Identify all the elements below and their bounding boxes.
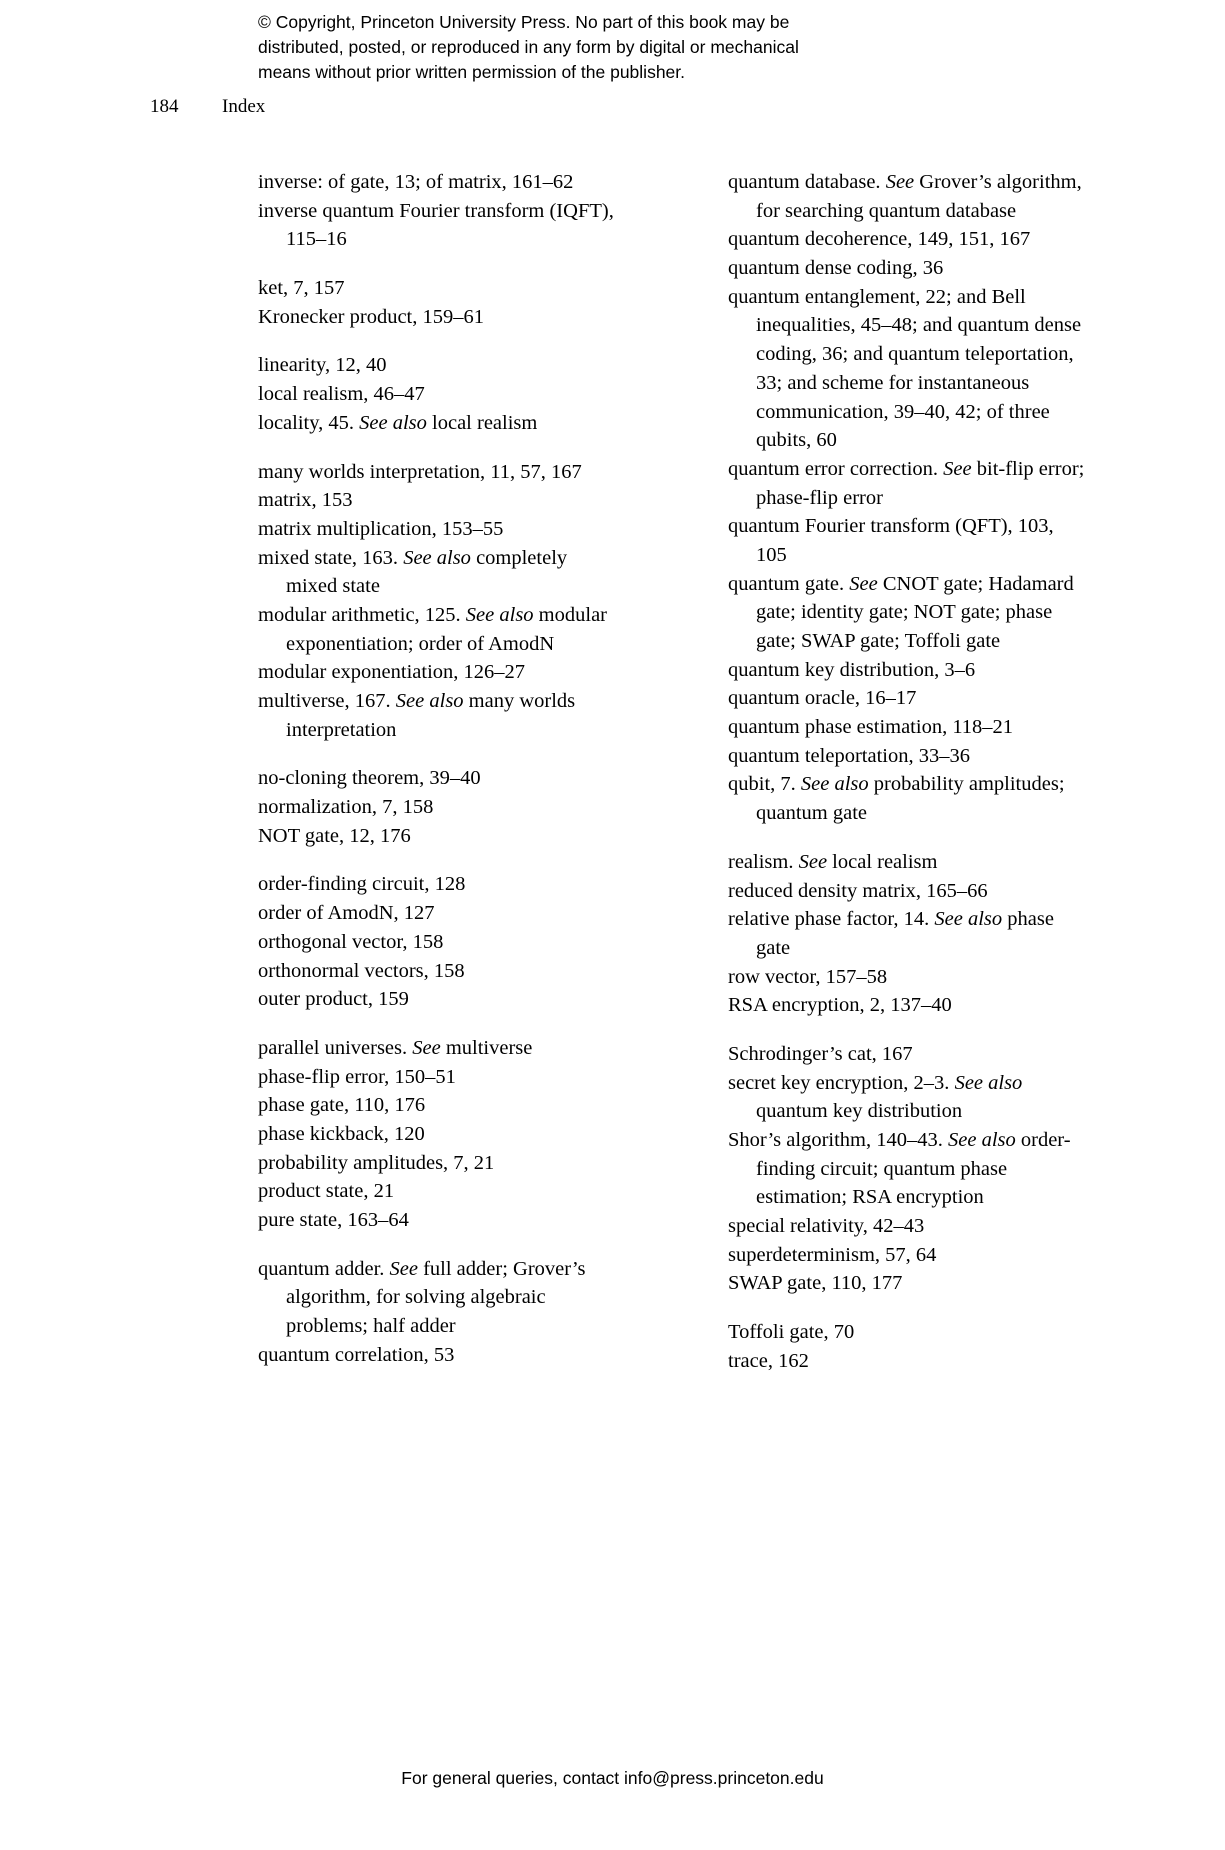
index-entry <box>258 822 618 851</box>
copyright-notice <box>258 10 958 85</box>
entry-text: row vector, 157–58 <box>728 965 888 988</box>
index-entry <box>728 512 1088 569</box>
entry-text: quantum key distribution <box>756 1100 963 1123</box>
entry-text: inverse quantum Fourier transform (IQFT), 115–16 <box>258 199 614 251</box>
index-entry <box>258 1206 618 1235</box>
entry-text: quantum key distribution, 3–6 <box>728 658 976 681</box>
entry-text: inverse: of gate, 13; of matrix, 161–62 <box>258 171 574 193</box>
entry-text: CNOT gate; Hadamard gate; identity gate; NOT gate; phase gate; SWAP gate; Toffoli gate <box>756 572 1074 652</box>
index-entry <box>258 985 618 1014</box>
entry-text: many worlds interpretation, 11, 57, 167 <box>258 460 582 483</box>
index-entry <box>258 458 618 487</box>
index-entry <box>728 770 1088 827</box>
entry-text: completely mixed state <box>286 546 568 598</box>
index-entry <box>728 1269 1088 1298</box>
index-entry <box>728 1318 1088 1347</box>
entry-text: modular exponentiation; order of AmodN <box>286 603 607 655</box>
index-entry <box>728 905 1088 962</box>
entry-text: Schrodinger’s cat, 167 <box>728 1042 913 1065</box>
entry-text: order-finding circuit; quantum phase estimation; RSA encryption <box>756 1129 1071 1209</box>
index-entry <box>258 380 618 409</box>
entry-text: relative phase factor, 14. <box>728 908 935 931</box>
entry-text: SWAP gate, 110, 177 <box>728 1272 903 1295</box>
entry-text: probability amplitudes; quantum gate <box>756 773 1065 825</box>
index-entry <box>728 1069 1088 1126</box>
index-entry <box>258 544 618 601</box>
index-entry <box>728 1347 1088 1376</box>
index-entry <box>258 1034 618 1063</box>
index-entry <box>728 1126 1088 1212</box>
entry-text: orthogonal vector, 158 <box>258 930 444 953</box>
entry-text: phase-flip error, 150–51 <box>258 1065 456 1088</box>
entry-text: quantum teleportation, 33–36 <box>728 744 970 767</box>
entry-text: mixed state, 163. <box>258 546 404 569</box>
cross-reference-label: See also <box>395 690 464 712</box>
entry-text: phase gate, 110, 176 <box>258 1094 426 1117</box>
index-entry <box>258 899 618 928</box>
cross-reference-label: See also <box>800 773 869 796</box>
entry-text: local realism <box>426 411 538 434</box>
cross-reference-label: See also <box>948 1129 1016 1151</box>
index-entry <box>728 742 1088 771</box>
entry-text: orthonormal vectors, 158 <box>258 959 465 982</box>
entry-text: many worlds interpretation <box>286 690 576 741</box>
entry-text: quantum Fourier transform (QFT), 103, 105 <box>728 515 1054 566</box>
entry-text: realism. <box>728 850 799 873</box>
entry-text: order of AmodN, 127 <box>258 902 435 925</box>
entry-text: Toffoli gate, 70 <box>728 1321 855 1344</box>
entry-text: quantum dense coding, 36 <box>728 257 944 280</box>
cross-reference-label: See <box>798 850 828 873</box>
entry-text: quantum oracle, 16–17 <box>728 687 917 710</box>
index-entry <box>258 1177 618 1206</box>
entry-text: quantum gate. <box>728 572 850 595</box>
index-entry <box>258 601 618 658</box>
entry-text: probability amplitudes, 7, 21 <box>258 1151 495 1174</box>
index-column-right <box>728 168 1088 1376</box>
entry-text: NOT gate, 12, 176 <box>258 824 411 847</box>
index-entry <box>728 168 1088 225</box>
index-entry <box>258 1255 618 1341</box>
entry-text: matrix, 153 <box>258 489 353 512</box>
index-entry <box>728 283 1088 455</box>
index-entry <box>258 658 618 687</box>
entry-text: bit-flip error; phase-flip error <box>756 457 1085 509</box>
cross-reference-label: See <box>943 457 972 480</box>
index-entry <box>728 570 1088 656</box>
index-entry <box>258 197 618 254</box>
entry-text: RSA encryption, 2, 137–40 <box>728 994 952 1017</box>
cross-reference-label: See <box>849 572 878 595</box>
index-entry <box>728 848 1088 877</box>
index-entry <box>258 515 618 544</box>
index-entry <box>728 713 1088 742</box>
entry-text: matrix multiplication, 153–55 <box>258 517 504 540</box>
index-entry <box>258 1120 618 1149</box>
index-entry <box>728 225 1088 254</box>
index-entry <box>258 957 618 986</box>
entry-text: modular arithmetic, 125. <box>258 603 466 626</box>
entry-text: product state, 21 <box>258 1180 395 1203</box>
entry-text: quantum adder. <box>258 1257 390 1280</box>
index-column-left <box>258 168 618 1376</box>
index-entry <box>728 1241 1088 1270</box>
entry-text: no-cloning theorem, 39–40 <box>258 767 481 790</box>
entry-text: outer product, 159 <box>258 988 409 1011</box>
cross-reference-label: See also <box>403 546 471 569</box>
entry-text: linearity, 12, 40 <box>258 354 387 377</box>
entry-text: quantum phase estimation, 118–21 <box>728 716 1014 739</box>
index-entry <box>258 274 618 303</box>
copyright-line-2: distributed, posted, or reproduced in any form by digital or mechanical <box>258 37 799 58</box>
entry-text: secret key encryption, 2–3. <box>728 1071 955 1094</box>
cross-reference-label: See <box>389 1257 418 1280</box>
page-number: 184 <box>150 96 179 117</box>
running-head-label: Index <box>222 96 266 117</box>
entry-text: local realism <box>827 850 938 873</box>
entry-text: quantum decoherence, 149, 151, 167 <box>728 228 1031 251</box>
index-entry <box>728 1212 1088 1241</box>
cross-reference-label: See also <box>465 603 534 626</box>
entry-text: quantum entanglement, 22; and Bell inequalities, 45–48; and quantum dense coding, 36; and quantum teleportation, 33; and scheme for instantaneous communication, 39–40, 42; of three qubits, 60 <box>728 285 1082 452</box>
index-entry <box>728 963 1088 992</box>
index-entry <box>258 351 618 380</box>
entry-text: quantum correlation, 53 <box>258 1343 455 1366</box>
index-entry <box>258 303 618 332</box>
entry-text: special relativity, 42–43 <box>728 1215 925 1238</box>
page-footer: For general queries, contact info@press.princeton.edu <box>401 1768 824 1788</box>
index-entry <box>258 1341 618 1370</box>
entry-text: normalization, 7, 158 <box>258 796 434 819</box>
index-entry <box>728 656 1088 685</box>
entry-text: Grover’s algorithm, for searching quantum database <box>756 171 1082 222</box>
entry-text: parallel universes. <box>258 1036 413 1059</box>
index-entry <box>258 687 618 744</box>
entry-text: modular exponentiation, 126–27 <box>258 661 526 684</box>
index-entry <box>258 1091 618 1120</box>
index-entry <box>728 991 1088 1020</box>
entry-text: ket, 7, 157 <box>258 277 345 300</box>
copyright-line-1: © Copyright, Princeton University Press. No part of this book may be <box>258 12 790 32</box>
entry-text: pure state, 163–64 <box>258 1209 409 1231</box>
cross-reference-label: See <box>885 171 915 193</box>
index-entry <box>728 455 1088 512</box>
copyright-line-3: means without prior written permission of the publisher. <box>258 62 686 83</box>
index-entry <box>258 1149 618 1178</box>
index-entry <box>728 1040 1088 1069</box>
cross-reference-label: See <box>412 1036 441 1059</box>
index-entry <box>258 168 618 197</box>
entry-text: locality, 45. <box>258 411 360 434</box>
entry-text: quantum database. <box>728 171 886 193</box>
entry-text: Kronecker product, 159–61 <box>258 305 485 328</box>
index-entry <box>728 254 1088 283</box>
entry-text: trace, 162 <box>728 1349 809 1372</box>
entry-text: phase kickback, 120 <box>258 1122 425 1145</box>
index-entry <box>728 877 1088 906</box>
index-columns <box>258 168 1088 1376</box>
entry-text: qubit, 7. <box>728 773 801 796</box>
entry-text: multiverse <box>440 1036 533 1059</box>
entry-text: local realism, 46–47 <box>258 383 425 406</box>
index-entry <box>258 793 618 822</box>
cross-reference-label: See also <box>359 411 427 434</box>
entry-text: full adder; Grover’s algorithm, for solving algebraic problems; half adder <box>286 1257 586 1338</box>
index-entry <box>258 764 618 793</box>
cross-reference-label: See also <box>954 1071 1023 1094</box>
cross-reference-label: See also <box>934 908 1003 931</box>
entry-text: phase gate <box>756 908 1054 959</box>
running-head <box>150 96 265 118</box>
index-entry <box>258 928 618 957</box>
index-entry <box>258 409 618 438</box>
entry-text: superdeterminism, 57, 64 <box>728 1243 937 1266</box>
index-entry <box>258 486 618 515</box>
index-entry <box>728 684 1088 713</box>
entry-text: multiverse, 167. <box>258 690 396 712</box>
index-entry <box>258 1063 618 1092</box>
entry-text: quantum error correction. <box>728 457 944 480</box>
entry-text: reduced density matrix, 165–66 <box>728 879 988 902</box>
entry-text: order-finding circuit, 128 <box>258 873 466 896</box>
index-entry <box>258 870 618 899</box>
entry-text: Shor’s algorithm, 140–43. <box>728 1129 948 1151</box>
